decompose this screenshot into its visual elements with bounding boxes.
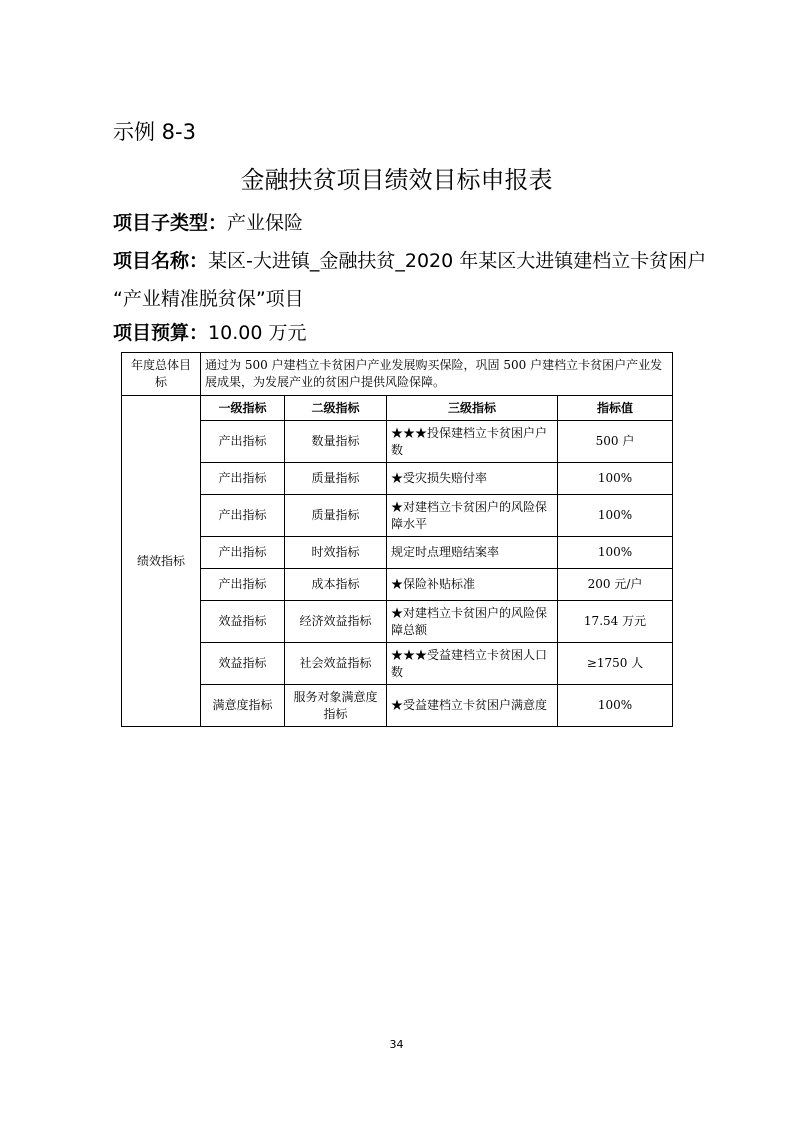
table-header-row xyxy=(122,396,673,421)
row-level1: 效益指标 xyxy=(201,643,285,685)
row-level3: ★保险补贴标准 xyxy=(387,569,558,601)
row-value: ≥1750 人 xyxy=(558,643,673,685)
row-value: 100% xyxy=(558,495,673,537)
row-value: 17.54 万元 xyxy=(558,601,673,643)
annual-goal-row xyxy=(122,353,673,396)
table-row xyxy=(122,463,673,495)
header-level1: 一级指标 xyxy=(201,396,285,421)
row-value: 100% xyxy=(558,537,673,569)
row-level2: 社会效益指标 xyxy=(285,643,387,685)
row-level3: ★受益建档立卡贫困户满意度 xyxy=(387,685,558,727)
document-title: 金融扶贫项目绩效目标申报表 xyxy=(240,166,553,194)
row-level2: 服务对象满意度指标 xyxy=(285,685,387,727)
project-name-key: 项目名称： xyxy=(113,250,209,272)
row-level1: 产出指标 xyxy=(201,537,285,569)
project-budget-line xyxy=(113,318,306,345)
header-level3: 三级指标 xyxy=(387,396,558,421)
table-row xyxy=(122,569,673,601)
row-level2: 时效指标 xyxy=(285,537,387,569)
project-budget-key: 项目预算： xyxy=(113,322,209,344)
annual-goal-label: 年度总体目标 xyxy=(122,353,201,396)
performance-table xyxy=(121,352,673,727)
project-subtype-key: 项目子类型： xyxy=(113,212,228,234)
row-level1: 产出指标 xyxy=(201,421,285,463)
performance-indicators-label: 绩效指标 xyxy=(122,396,201,727)
table-row xyxy=(122,537,673,569)
header-value: 指标值 xyxy=(558,396,673,421)
project-subtype-value: 产业保险 xyxy=(227,212,304,234)
row-level3: ★对建档立卡贫困户的风险保障总额 xyxy=(387,601,558,643)
project-name-continuation: “产业精准脱贫保”项目 xyxy=(113,288,304,310)
table-row xyxy=(122,421,673,463)
row-level1: 效益指标 xyxy=(201,601,285,643)
row-level2: 质量指标 xyxy=(285,495,387,537)
row-level1: 产出指标 xyxy=(201,463,285,495)
row-level1: 满意度指标 xyxy=(201,685,285,727)
row-level3: ★★★受益建档立卡贫困人口数 xyxy=(387,643,558,685)
row-level2: 成本指标 xyxy=(285,569,387,601)
table-row xyxy=(122,495,673,537)
row-value: 100% xyxy=(558,685,673,727)
table-row xyxy=(122,643,673,685)
project-name-line xyxy=(113,246,706,273)
row-level3: ★对建档立卡贫困户的风险保障水平 xyxy=(387,495,558,537)
page-number: 34 xyxy=(389,1038,404,1051)
row-value: 500 户 xyxy=(558,421,673,463)
example-label: 示例 8-3 xyxy=(113,120,196,144)
project-budget-value: 10.00 万元 xyxy=(208,322,307,344)
row-level3: 规定时点理赔结案率 xyxy=(387,537,558,569)
annual-goal-text: 通过为 500 户建档立卡贫困户产业发展购买保险，巩固 500 户建档立卡贫困户产业发展成果，为发展产业的贫困户提供风险保障。 xyxy=(201,353,673,396)
row-level2: 经济效益指标 xyxy=(285,601,387,643)
project-subtype-line xyxy=(113,208,303,235)
row-level3: ★★★投保建档立卡贫困户户数 xyxy=(387,421,558,463)
row-level3: ★受灾损失赔付率 xyxy=(387,463,558,495)
project-name-value: 某区-大进镇_金融扶贫_2020 年某区大进镇建档立卡贫困户 xyxy=(208,250,707,272)
row-level2: 质量指标 xyxy=(285,463,387,495)
table-row xyxy=(122,685,673,727)
row-value: 200 元/户 xyxy=(558,569,673,601)
row-level1: 产出指标 xyxy=(201,569,285,601)
row-value: 100% xyxy=(558,463,673,495)
header-level2: 二级指标 xyxy=(285,396,387,421)
row-level1: 产出指标 xyxy=(201,495,285,537)
table-row xyxy=(122,601,673,643)
row-level2: 数量指标 xyxy=(285,421,387,463)
